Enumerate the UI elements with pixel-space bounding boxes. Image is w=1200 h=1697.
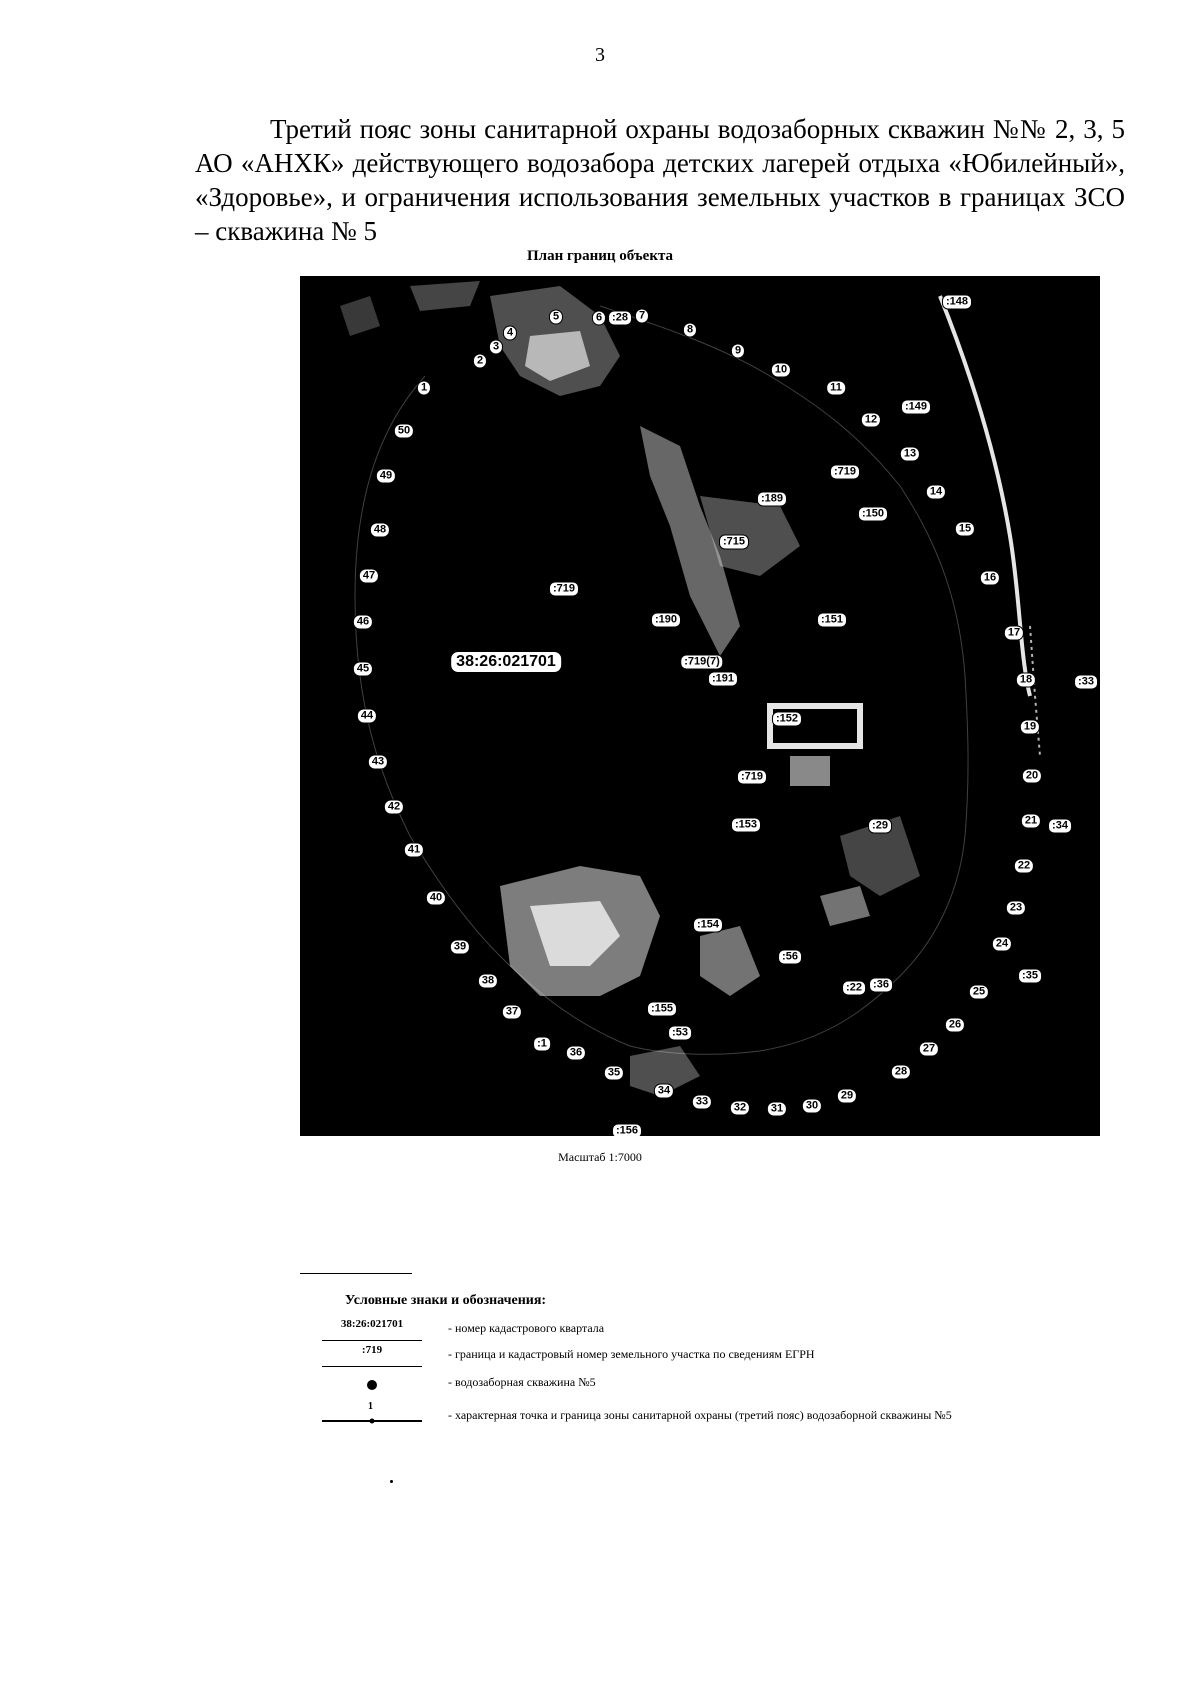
parcel-label: :22 xyxy=(842,981,866,996)
boundary-point: 41 xyxy=(404,843,424,858)
boundary-point: 43 xyxy=(368,755,388,770)
legend-separator xyxy=(300,1273,412,1274)
boundary-point: 39 xyxy=(450,940,470,955)
parcel-label: :719 xyxy=(830,465,860,480)
scan-speck xyxy=(390,1480,393,1483)
boundary-point: 32 xyxy=(730,1101,750,1116)
legend-symbol-text: :719 xyxy=(361,1344,383,1356)
boundary-point: 23 xyxy=(1006,901,1026,916)
cadastral-quarter-label: 38:26:021701 xyxy=(450,651,562,673)
boundary-point: 15 xyxy=(955,522,975,537)
legend-symbol-parcel xyxy=(322,1344,422,1367)
parcel-label: :155 xyxy=(647,1002,677,1017)
parcel-label: :715 xyxy=(719,535,749,550)
boundary-point: 10 xyxy=(771,363,791,378)
parcel-label: :152 xyxy=(772,712,802,727)
parcel-label: :36 xyxy=(869,978,893,993)
boundary-point: 19 xyxy=(1020,720,1040,735)
parcel-label: :56 xyxy=(778,950,802,965)
boundary-point: 50 xyxy=(394,424,414,439)
legend-text: - характерная точка и граница зоны санитарной охраны (третий пояс) водозаборной скважины №5 xyxy=(448,1408,952,1422)
boundary-point: 5 xyxy=(549,310,563,325)
boundary-point: 34 xyxy=(654,1084,674,1099)
boundary-point: 22 xyxy=(1014,859,1034,874)
boundary-point: 26 xyxy=(945,1018,965,1033)
parcel-label: :151 xyxy=(817,613,847,628)
parcel-label: :191 xyxy=(708,672,738,687)
parcel-label: :153 xyxy=(731,818,761,833)
boundary-point: 12 xyxy=(861,413,881,428)
document-title-text: Третий пояс зоны санитарной охраны водозаборных скважин №№ 2, 3, 5 АО «АНХК» действующего водозабора детских лагерей отдыха «Юбилейный», «Здоровье», и ограничения использования земельных участков в границах ЗСО – скважина № 5 xyxy=(195,114,1125,246)
boundary-point: 2 xyxy=(473,354,487,369)
boundary-point: 6 xyxy=(592,311,606,326)
document-title xyxy=(195,112,1125,248)
legend-item xyxy=(300,1401,1120,1429)
boundary-point: 20 xyxy=(1022,769,1042,784)
parcel-label: :150 xyxy=(858,507,888,522)
boundary-point: 14 xyxy=(926,485,946,500)
parcel-label: :1 xyxy=(533,1037,551,1052)
boundary-point: 27 xyxy=(919,1042,939,1057)
boundary-point: 44 xyxy=(357,709,377,724)
boundary-point: 30 xyxy=(802,1099,822,1114)
parcel-label: :149 xyxy=(901,400,931,415)
boundary-point: 40 xyxy=(426,891,446,906)
boundary-point: 42 xyxy=(384,800,404,815)
legend-symbol-text: 38:26:021701 xyxy=(340,1318,404,1330)
boundary-point: 17 xyxy=(1004,626,1024,641)
aerial-map xyxy=(300,276,1100,1136)
legend-symbol-boundary xyxy=(322,1401,422,1427)
legend-symbol-quarter xyxy=(322,1318,422,1341)
boundary-point: 36 xyxy=(566,1046,586,1061)
parcel-label: :719(7) xyxy=(680,655,723,670)
parcel-label: :190 xyxy=(651,613,681,628)
legend-text: - граница и кадастровый номер земельного участка по сведениям ЕГРН xyxy=(448,1347,815,1361)
legend-symbol-text: 1 xyxy=(368,1401,373,1412)
legend-item xyxy=(300,1372,1120,1396)
legend-item xyxy=(300,1318,1120,1342)
parcel-label: :719 xyxy=(737,770,767,785)
map-imagery xyxy=(300,276,1100,1136)
parcel-label: :29 xyxy=(868,819,892,834)
boundary-point: 33 xyxy=(692,1095,712,1110)
boundary-point: 46 xyxy=(353,615,373,630)
boundary-point: 24 xyxy=(992,937,1012,952)
boundary-point: 3 xyxy=(489,340,503,355)
well-dot-icon xyxy=(322,1372,422,1394)
parcel-label: :33 xyxy=(1074,675,1098,690)
legend-symbol-well xyxy=(322,1372,422,1394)
legend-title: Условные знаки и обозначения: xyxy=(345,1293,547,1308)
parcel-label: :189 xyxy=(757,492,787,507)
parcel-label: :35 xyxy=(1018,969,1042,984)
boundary-point: 8 xyxy=(683,323,697,338)
boundary-point: 4 xyxy=(503,326,517,341)
page-number: 3 xyxy=(595,44,605,66)
boundary-point: 28 xyxy=(891,1065,911,1080)
boundary-point: 35 xyxy=(604,1066,624,1081)
boundary-point: 7 xyxy=(635,309,649,324)
boundary-point: 16 xyxy=(980,571,1000,586)
boundary-point: 1 xyxy=(417,381,431,396)
boundary-point: 45 xyxy=(353,662,373,677)
parcel-label: :53 xyxy=(668,1026,692,1041)
boundary-point: 31 xyxy=(767,1102,787,1117)
parcel-label: :154 xyxy=(693,918,723,933)
boundary-point: 25 xyxy=(969,985,989,1000)
boundary-point: 9 xyxy=(731,344,745,359)
legend-text: - водозаборная скважина №5 xyxy=(448,1375,596,1389)
boundary-point: 18 xyxy=(1016,673,1036,688)
boundary-point: 21 xyxy=(1021,814,1041,829)
parcel-label: :719 xyxy=(549,582,579,597)
boundary-point: 29 xyxy=(837,1089,857,1104)
legend-text: - номер кадастрового квартала xyxy=(448,1321,605,1335)
boundary-point: 49 xyxy=(376,469,396,484)
plan-caption: План границ объекта xyxy=(526,248,674,264)
boundary-point: 11 xyxy=(826,381,846,396)
parcel-label: :34 xyxy=(1048,819,1072,834)
boundary-point: 47 xyxy=(359,569,379,584)
boundary-point: 13 xyxy=(900,447,920,462)
parcel-label: :156 xyxy=(612,1124,642,1137)
map-scale: Масштаб 1:7000 xyxy=(558,1150,642,1164)
boundary-point: 37 xyxy=(502,1005,522,1020)
boundary-point: 48 xyxy=(370,523,390,538)
boundary-point: 38 xyxy=(478,974,498,989)
parcel-label: :148 xyxy=(942,295,972,310)
legend-item xyxy=(300,1344,1120,1368)
parcel-label: :28 xyxy=(608,311,632,326)
